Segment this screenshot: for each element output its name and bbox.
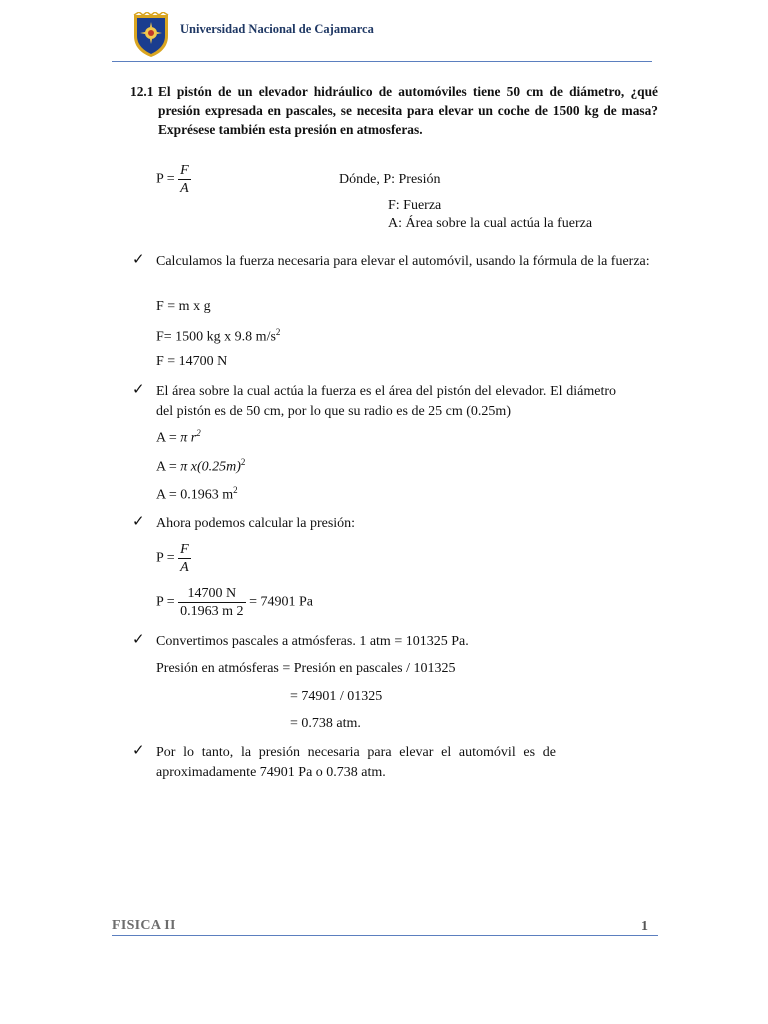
step3-fraction bbox=[178, 541, 191, 576]
step1-eq3: F = 14700 N bbox=[156, 354, 228, 369]
footer-divider bbox=[112, 935, 658, 936]
step3-fraction2 bbox=[178, 585, 245, 620]
step3-numerator2: 14700 N bbox=[178, 585, 245, 603]
footer-course: FISICA II bbox=[112, 918, 176, 933]
step2-text: El área sobre la cual actúa la fuerza es el área del pistón del elevador. El diámetro del pistón es de 50 cm, por lo que su radio es de 25 cm (0.25m) bbox=[156, 384, 616, 419]
formula-fraction bbox=[178, 162, 191, 197]
step2-eq3-text: A = 0.1963 m bbox=[156, 487, 234, 503]
checkmark-icon: ✓ bbox=[132, 630, 145, 648]
step5-text: Por lo tanto, la presión necesaria para elevar el automóvil es de aproximadamente 74901 Pa o 0.738 atm. bbox=[156, 745, 556, 780]
checkmark-icon: ✓ bbox=[132, 380, 145, 398]
step2-eq3 bbox=[156, 485, 238, 504]
checkmark-icon: ✓ bbox=[132, 741, 145, 759]
step2-eq1-rhs: π r bbox=[180, 430, 197, 446]
step4-eq3: = 0.738 atm. bbox=[290, 716, 361, 731]
step1-eq2-exponent: 2 bbox=[275, 327, 281, 337]
step3-numerator: F bbox=[180, 542, 189, 557]
checkmark-icon: ✓ bbox=[132, 250, 145, 268]
step4-eq2: = 74901 / 01325 bbox=[290, 689, 383, 704]
step1-text: Calculamos la fuerza necesaria para elevar el automóvil, usando la fórmula de la fuerza: bbox=[156, 254, 650, 269]
formula-pressure bbox=[156, 162, 191, 197]
step2-eq2-exponent: 2 bbox=[240, 457, 246, 467]
step2-eq1-lhs: A = bbox=[156, 430, 177, 446]
step2-eq3-exponent: 2 bbox=[233, 485, 238, 495]
formula-numerator: F bbox=[180, 163, 189, 178]
step2-eq1-exponent: 2 bbox=[196, 428, 201, 438]
definition-a: A: Área sobre la cual actúa la fuerza bbox=[388, 216, 593, 231]
step2-eq1 bbox=[156, 428, 201, 447]
step3-p2-label: P = bbox=[156, 594, 175, 610]
step2-eq2-lhs: A = bbox=[156, 459, 177, 475]
problem-statement bbox=[130, 82, 658, 139]
definition-f: F: Fuerza bbox=[388, 198, 442, 213]
header-divider bbox=[112, 61, 652, 62]
step1-eq2 bbox=[156, 327, 280, 346]
step3-denominator2: 0.1963 m 2 bbox=[180, 604, 244, 619]
step2-eq2-rhs: π x(0.25m) bbox=[180, 459, 241, 475]
step1-eq2-text: F= 1500 kg x 9.8 m/s bbox=[156, 329, 276, 345]
step3-result: = 74901 Pa bbox=[249, 594, 313, 610]
problem-text: El pistón de un elevador hidráulico de automóviles tiene 50 cm de diámetro, ¿qué presión expresada en pascales, se necesita para elevar un coche de 1500 kg de masa? Exprésese también esta presión en atmosferas. bbox=[158, 84, 658, 137]
formula-p-label: P = bbox=[156, 171, 175, 187]
step3-calculation bbox=[156, 585, 313, 620]
definition-p: Dónde, P: Presión bbox=[339, 172, 441, 187]
step3-text: Ahora podemos calcular la presión: bbox=[156, 516, 356, 531]
step3-p-label: P = bbox=[156, 550, 175, 566]
step3-formula bbox=[156, 541, 191, 576]
step4-eq1: Presión en atmósferas = Presión en pascales / 101325 bbox=[156, 661, 456, 676]
step3-denominator: A bbox=[180, 560, 189, 575]
university-crest-icon bbox=[131, 12, 171, 58]
problem-number: 12.1 bbox=[130, 84, 154, 99]
checkmark-icon: ✓ bbox=[132, 512, 145, 530]
step1-eq1: F = m x g bbox=[156, 299, 211, 314]
footer-page-number: 1 bbox=[641, 919, 648, 934]
step2-eq2 bbox=[156, 457, 245, 476]
header-university-name: Universidad Nacional de Cajamarca bbox=[180, 22, 374, 36]
step4-text: Convertimos pascales a atmósferas. 1 atm = 101325 Pa. bbox=[156, 634, 469, 649]
formula-denominator: A bbox=[180, 181, 189, 196]
